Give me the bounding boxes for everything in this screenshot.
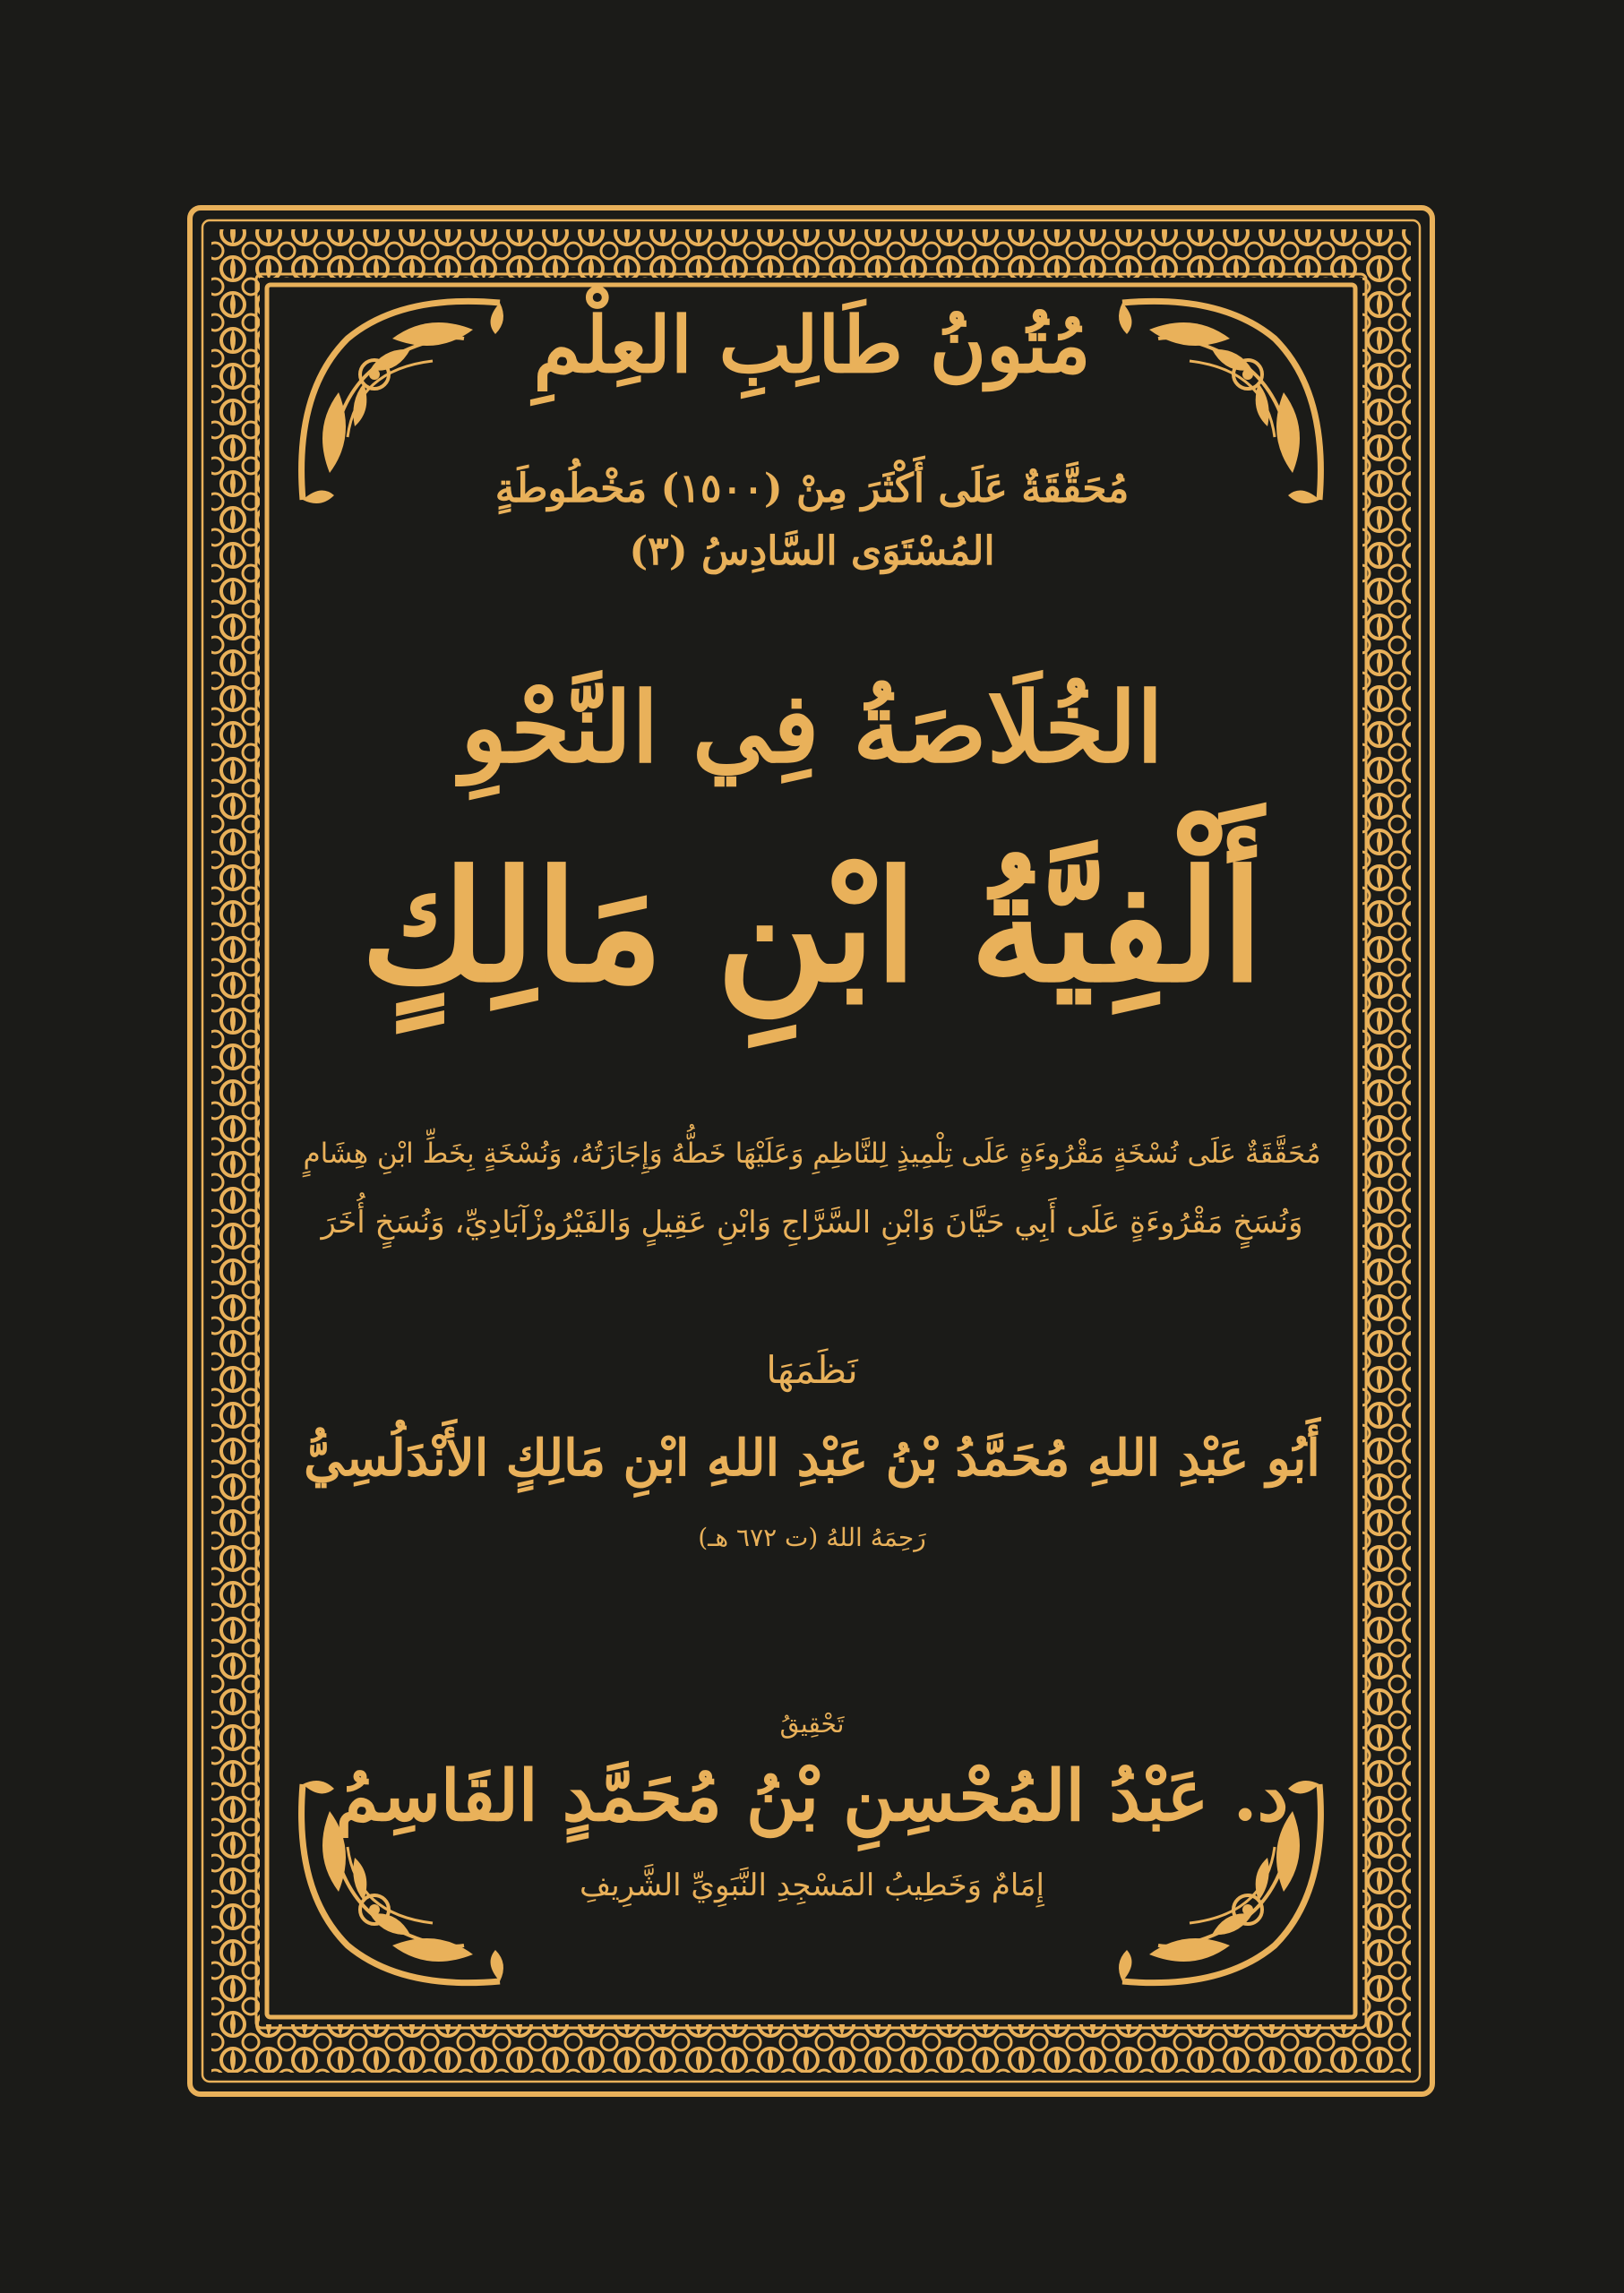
- series-subtitle: مُحَقَّقَةٌ عَلَى أَكْثَرَ مِنْ (١٥٠٠) مَخْطُوطَةٍ: [494, 466, 1130, 511]
- book-description-line-1: مُحَقَّقَةٌ عَلَى نُسْخَةٍ مَقْرُوءَةٍ عَلَى تِلْمِيذٍ لِلنَّاظِمِ وَعَلَيْهَا خَطُّهُ وَإِجَازَتُهُ، وَنُسْخَةٍ بِخَطِّ ابْنِ هِشَامٍ: [303, 1138, 1321, 1170]
- author-label: نَظَمَهَا: [766, 1348, 858, 1392]
- editor-label: تَحْقِيقُ: [779, 1709, 845, 1739]
- book-title: أَلْفِيَّةُ ابْنِ مَالِكٍ: [360, 837, 1264, 1017]
- editor-name: د. عَبْدُ المُحْسِنِ بْنُ مُحَمَّدٍ القَاسِمُ: [335, 1756, 1289, 1837]
- book-pre-title: الخُلَاصَةُ فِي النَّحْوِ: [460, 672, 1164, 785]
- series-level: المُسْتَوَى السَّادِسُ (٣): [629, 528, 995, 574]
- series-title: مُتُونُ طَالِبِ العِلْمِ: [533, 300, 1091, 391]
- author-death-date: رَحِمَهُ اللهُ (ت ٦٧٢ هـ): [698, 1523, 926, 1552]
- author-name: أَبُو عَبْدِ اللهِ مُحَمَّدُ بْنُ عَبْدِ اللهِ ابْنِ مَالِكٍ الأَنْدَلُسِيُّ: [304, 1429, 1320, 1488]
- book-description-line-2: وَنُسَخٍ مَقْرُوءَةٍ عَلَى أَبِي حَيَّانَ وَابْنِ السَّرَّاجِ وَابْنِ عَقِيلٍ وَالفَيْرُوزْآبَادِيِّ، وَنُسَخٍ أُخَرَ: [321, 1205, 1303, 1241]
- editor-title: إِمَامٌ وَخَطِيبُ المَسْجِدِ النَّبَوِيِّ الشَّرِيفِ: [580, 1868, 1044, 1903]
